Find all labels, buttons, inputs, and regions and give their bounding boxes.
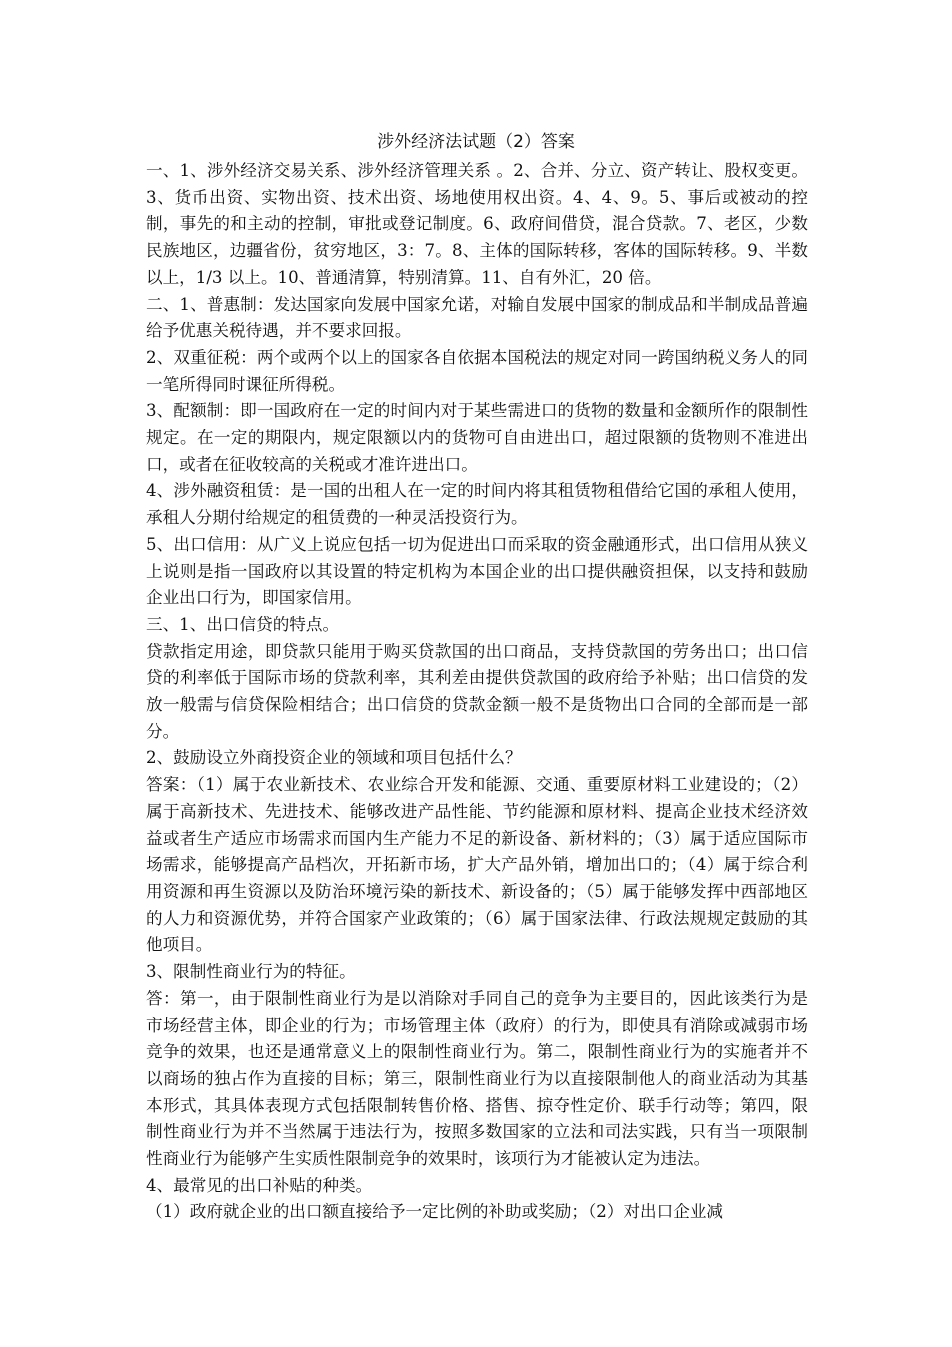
paragraph-quota: 3、配额制：即一国政府在一定的时间内对于某些需进口的货物的数量和金额所作的限制性规定。在一定的期限内，规定限额以内的货物可自由进出口，超过限额的货物则不准进出口，或者在征收较高的关税或才准许进出口。 (146, 401, 808, 474)
answer-encouraged-fields: 答案：（1）属于农业新技术、农业综合开发和能源、交通、重要原材料工业建设的；（2）属于高新技术、先进技术、能够改进产品性能、节约能源和原材料、提高企业技术经济效益或者生产适应市场需求而国内生产能力不足的新设备、新材料的；（3）属于适应国际市场需求，能够提高产品档次，开拓新市场，扩大产品外销，增加出口的；（4）属于综合利用资源和再生资源以及防治环境污染的新技术、新设备的；（5）属于能够发挥中西部地区的人力和资源优势，并符合国家产业政策的；（6）属于国家法律、行政法规规定鼓励的其他项目。 (146, 775, 808, 955)
answer-export-subsidies: （1）政府就企业的出口额直接给予一定比例的补助或奖励；（2）对出口企业减 (146, 1202, 724, 1222)
paragraph-double-taxation: 2、双重征税：两个或两个以上的国家各自依据本国税法的规定对同一跨国纳税义务人的同一笔所得同时课征所得税。 (146, 347, 808, 394)
question-export-subsidies: 4、最常见的出口补贴的种类。 (146, 1175, 373, 1195)
paragraph-financial-leasing: 4、涉外融资租赁：是一国的出租人在一定的时间内将其租赁物租借给它国的承租人使用，承租人分期付给规定的租赁费的一种灵活投资行为。 (146, 481, 808, 528)
paragraph-fill-in-answers: 一、1、涉外经济交易关系、涉外经济管理关系 。2、合并、分立、资产转让、股权变更。3、货币出资、实物出资、技术出资、场地使用权出资。4、4、9。5、事后或被动的控制，事先的和主动的控制，审批或登记制度。6、政府间借贷，混合贷款。7、老区，少数民族地区，边疆省份，贫穷地区，3：7。8、主体的国际转移，客体的国际转移。9、半数以上，1/3 以上。10、普通清算，特别清算。11、自有外汇，20 倍。 (146, 161, 808, 287)
question-restrictive-practices: 3、限制性商业行为的特征。 (146, 962, 356, 982)
paragraph-gsp: 二、1、普惠制：发达国家向发展中国家允诺，对输自发展中国家的制成品和半制成品普遍给予优惠关税待遇，并不要求回报。 (146, 294, 808, 341)
document-title: 涉外经济法试题（2）答案 (377, 132, 575, 152)
paragraph-export-credit: 5、出口信用：从广义上说应包括一切为促进出口而采取的资金融通形式，出口信用从狭义上说则是指一国政府以其设置的特定机构为本国企业的出口提供融资担保，以支持和鼓励企业出口行为，即国家信用。 (146, 534, 808, 608)
answer-restrictive-practices: 答：第一，由于限制性商业行为是以消除对手同自己的竞争为主要目的，因此该类行为是市场经营主体，即企业的行为；市场管理主体（政府）的行为，即使具有消除或减弱市场竞争的效果，也还是通常意义上的限制性商业行为。第二，限制性商业行为的实施者并不以商场的独占作为直接的目标；第三，限制性商业行为以直接限制他人的商业活动为其基本形式，其具体表现方式包括限制转售价格、搭售、掠夺性定价、联手行动等；第四，限制性商业行为并不当然属于违法行为，按照多数国家的立法和司法实践，只有当一项限制性商业行为能够产生实质性限制竞争的效果时，该项行为才能被认定为违法。 (146, 988, 808, 1169)
answer-export-credit-features: 贷款指定用途，即贷款只能用于购买贷款国的出口商品，支持贷款国的劳务出口；出口信贷的利率低于国际市场的贷款利率，其利差由提供贷款国的政府给予补贴；出口信贷的发放一般需与信贷保险相结合；出口信贷的贷款金额一般不是货物出口合同的全部而是一部分。 (146, 641, 808, 741)
document-body (146, 158, 808, 1226)
question-export-credit-features: 三、1、出口信贷的特点。 (146, 614, 340, 634)
question-encouraged-fields: 2、鼓励设立外商投资企业的领域和项目包括什么？ (146, 748, 522, 768)
